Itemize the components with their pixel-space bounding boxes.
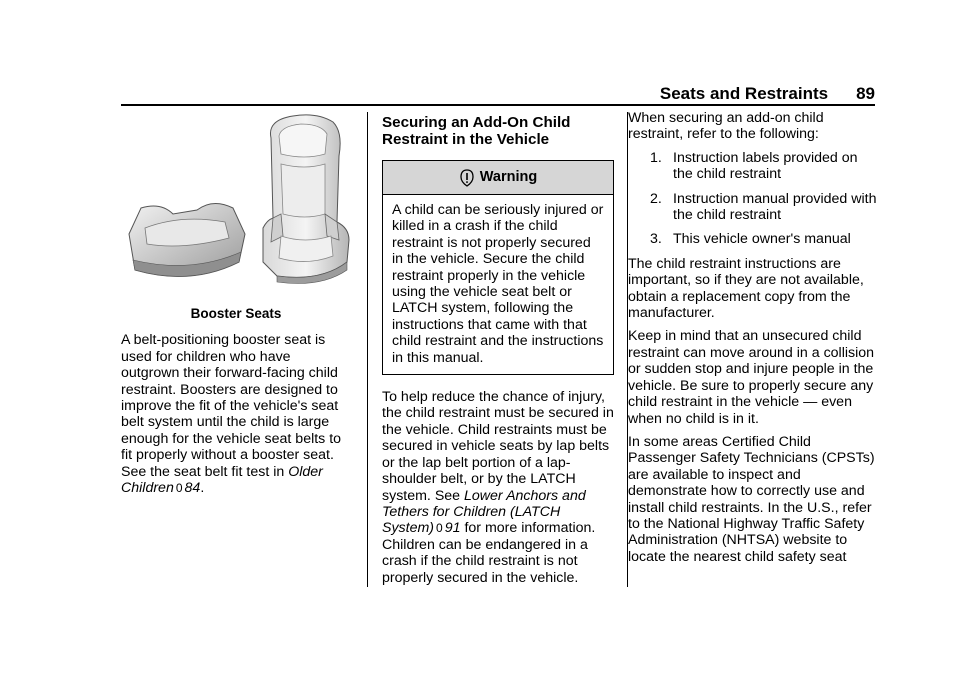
- booster-paragraph: [121, 332, 351, 496]
- securing-text: To help reduce the chance of injury, the child restraint must be secured in the vehicle. Child restraints must be secured in vehicle seats by lap belts or the lap belt portion of a lap-shoulder belt, or by the LATCH system. See: [382, 389, 614, 504]
- page-ref-84[interactable]: 84: [184, 480, 201, 497]
- page-header: [121, 84, 875, 102]
- column-divider-left: [367, 112, 368, 587]
- intro-paragraph: When securing an add-on child restraint, refer to the following:: [628, 110, 824, 143]
- high-back-booster: [263, 115, 349, 284]
- list-item: [628, 231, 878, 247]
- warning-body: A child can be seriously injured or killed in a crash if the child restraint is not properly secured in the vehicle. Secure the child restraint properly in the vehicle using the vehicle seat belt or LATCH system, following the instructions that came with that child restraint and the instructions in this manual.: [392, 202, 604, 366]
- column-2: [382, 110, 614, 593]
- running-header: [660, 84, 875, 104]
- section-heading: Securing an Add-On Child Restraint in the Vehicle: [382, 114, 571, 148]
- page-ref-icon: 0: [436, 521, 443, 536]
- securing-text-end: for more information. Children can be endangered in a crash if the child restraint is not properly secured in the vehicle.: [382, 520, 596, 586]
- backless-booster: [129, 203, 245, 276]
- header-rule: [121, 104, 875, 106]
- warning-icon: [459, 169, 475, 187]
- column-1: [121, 110, 351, 503]
- page-ref-icon: 0: [175, 481, 183, 496]
- securing-paragraph: [382, 389, 614, 586]
- booster-seats-figure: [121, 110, 351, 294]
- list-text: Instruction manual provided with the child restraint: [673, 190, 877, 224]
- section-title: Seats and Restraints: [659, 84, 829, 103]
- booster-text: A belt-positioning booster seat is used for children who have outgrown their forward-facing child restraint. Boosters are designed to improve the fit of the vehicle's seat belt system until the child is large enough for the vehicle seat belts to fit properly without a booster seat. See the seat belt fit test in: [121, 332, 342, 480]
- warning-header: [383, 161, 613, 195]
- list-number: 2.: [650, 190, 662, 207]
- latch-link[interactable]: Lower Anchors and Tethers for Children (LATCH System): [382, 487, 586, 537]
- cpst-paragraph: In some areas Certified Child Passenger Safety Technicians (CPSTs) are available to inspect and demonstrate how to correctly use and install child restraints. In the U.S., refer to the National Highway Traffic Safety Administration (NHTSA) website to locate the nearest child safety seat: [628, 433, 875, 565]
- booster-seats-illustration: [121, 110, 351, 294]
- instructions-paragraph: The child restraint instructions are important, so if they are not available, obtain a replacement copy from the manufacturer.: [628, 255, 864, 322]
- warning-title: Warning: [479, 169, 538, 186]
- booster-text-end: .: [200, 480, 205, 497]
- list-number: 3.: [650, 231, 662, 248]
- list-text: Instruction labels provided on the child restraint: [673, 149, 858, 183]
- list-number: 1.: [650, 149, 662, 166]
- figure-caption: Booster Seats: [190, 306, 282, 321]
- page-ref-91[interactable]: 91: [444, 520, 461, 537]
- list-item: [628, 191, 878, 224]
- warning-box: [382, 160, 614, 375]
- older-children-link[interactable]: Older Children: [121, 463, 323, 497]
- list-text: This vehicle owner's manual: [673, 231, 851, 248]
- page-number: 89: [856, 84, 875, 103]
- reference-list: [628, 150, 878, 248]
- column-3: [628, 110, 878, 572]
- unsecured-paragraph: Keep in mind that an unsecured child restraint can move around in a collision or sudden stop and injure people in the vehicle. Be sure to properly secure any child restraint in the vehicle — even when no child is in it.: [628, 328, 875, 427]
- list-item: [628, 150, 878, 183]
